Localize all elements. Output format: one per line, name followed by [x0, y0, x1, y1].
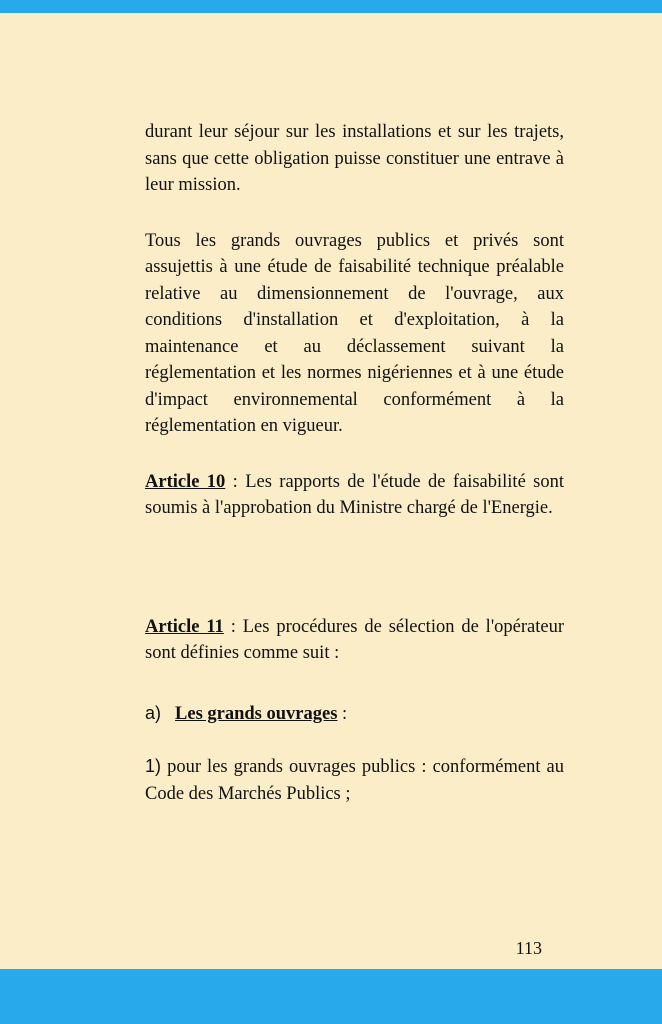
list-item-a [145, 700, 564, 728]
paragraph-feasibility-study: Tous les grands ouvrages publics et privés sont assujettis à une étude de faisabilité technique préalable relative au dimensionnement de l'ouvrage, aux conditions d'installation et d'exploitation, à la maintenance et au déclassement suivant la réglementation et les normes nigériennes et à une étude d'impact environnemental conformément à la réglementation en vigueur. [145, 230, 564, 436]
top-color-band [0, 0, 662, 13]
article-10-label: Article 10 [145, 471, 226, 492]
page-number: 113 [515, 938, 542, 958]
list-item-a-title: Les grands ouvrages [175, 703, 338, 724]
bottom-color-band [0, 969, 662, 1024]
list-marker-a: a) [145, 702, 162, 723]
document-body [145, 119, 564, 807]
article-11-paragraph [145, 614, 564, 667]
article-11-text: : Les procédures de sélection de l'opérateur sont définies comme suit : [145, 616, 565, 663]
list-item-a-suffix: : [337, 703, 348, 724]
article-10-paragraph [145, 469, 564, 522]
list-marker-1: 1) [145, 756, 162, 776]
paragraph-continuation: durant leur séjour sur les installations et sur les trajets, sans que cette obligation puisse constituer une entrave à leur mission. [145, 122, 564, 195]
article-10-text: : Les rapports de l'étude de faisabilité sont soumis à l'approbation du Ministre chargé de l'Energie. [145, 471, 564, 518]
article-11-label: Article 11 [145, 616, 224, 637]
list-item-1-text: pour les grands ouvrages publics : conformément au Code des Marchés Publics ; [145, 757, 564, 804]
list-item-1 [145, 753, 564, 807]
